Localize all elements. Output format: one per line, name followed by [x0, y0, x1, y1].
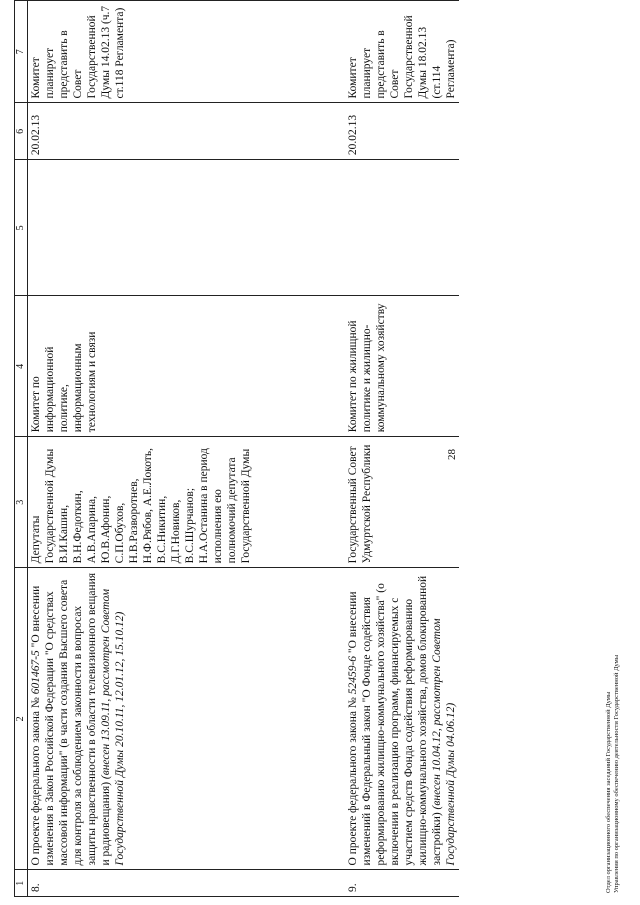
bill-number: 52459-6 — [347, 655, 359, 695]
initiator: Государственный Совет Удмуртской Республики — [330, 437, 459, 568]
date: 20.02.13 — [330, 103, 459, 160]
table-row — [28, 1, 331, 897]
bill-intro-info: (внесен 10.04.12, рассмотрен Советом Государственной Думы 04.06.12) — [431, 618, 457, 866]
note: Комитет планирует представить в Совет Государственной Думы 18.02.13 (ст.114 Регламента) — [330, 1, 459, 104]
bill-description — [28, 568, 331, 870]
table-row — [330, 1, 459, 897]
col5-cell — [330, 160, 459, 296]
col-header-7: 7 — [15, 1, 28, 104]
col-header-2: 2 — [15, 568, 28, 870]
col5-cell — [28, 160, 331, 296]
footer — [605, 473, 621, 893]
bill-title: "О внесении изменений в Федеральный закон "О Фонде содействия реформированию жилищно-коммунального хозяйства" — [347, 591, 387, 866]
committee: Комитет по информационной политике, информационным технологиям и связи — [28, 296, 331, 437]
bill-number: 601467-5 — [30, 650, 42, 695]
col-header-6: 6 — [15, 103, 28, 160]
date: 20.02.13 — [28, 103, 331, 160]
col-header-3: 3 — [15, 437, 28, 568]
col-header-4: 4 — [15, 296, 28, 437]
footer-line-1: Отдел организационного обеспечения заседаний Государственной Думы — [605, 691, 612, 893]
col-header-1: 1 — [15, 870, 28, 897]
table-header-row — [15, 1, 28, 897]
initiator: Депутаты Государственной Думы В.И.Кашин, В.Н.Федоткин, А.В.Апарина, Ю.В.Афонин, С.П.Обухов, Н.В.Разворотнев, Н.Ф.Рябов, А.Е.Локоть, В.С.Никитин, Д.Г.Новиков, В.С.Шурчанов; Н.А.Останина в период исполнения ею полномочий депутата Государственной Думы — [28, 437, 331, 568]
bill-description — [330, 568, 459, 870]
bill-intro-info: (внесен 13.09.11, рассмотрен Советом Государственной Думы 20.10.11, 12.01.12, 15.10.12) — [100, 588, 126, 866]
bill-title-prefix: О проекте федерального закона № — [30, 694, 42, 866]
bill-subject: (в части создания Высшего совета для контроля за соблюдением законности в вопросах защиты нравственности в области телевизионного вещания и радиовещания) — [58, 572, 112, 866]
bills-table — [14, 0, 459, 897]
bill-title-prefix: О проекте федерального закона № — [347, 694, 359, 866]
committee: Комитет по жилищной политике и жилищно-коммунальному хозяйству — [330, 296, 459, 437]
footer-line-2: Управления по организационному обеспечению деятельности Государственной Думы — [613, 654, 620, 893]
bill-title: "О внесении изменения в Закон Российской Федерации "О средствах массовой информации" — [30, 585, 70, 866]
bill-subject: (о включении в реализацию программ, финансируемых с участием средств Фонда содействия реформированию жилищно-коммунального хозяйства, домов блокированной застройки) — [375, 575, 443, 866]
page-number: 28 — [446, 449, 458, 460]
note: Комитет планирует представить в Совет Государственной Думы 14.02.13 (ч.7 ст.118 Регламента) — [28, 1, 331, 104]
col-header-5: 5 — [15, 160, 28, 296]
row-number: 8. — [28, 870, 331, 897]
row-number: 9. — [330, 870, 459, 897]
